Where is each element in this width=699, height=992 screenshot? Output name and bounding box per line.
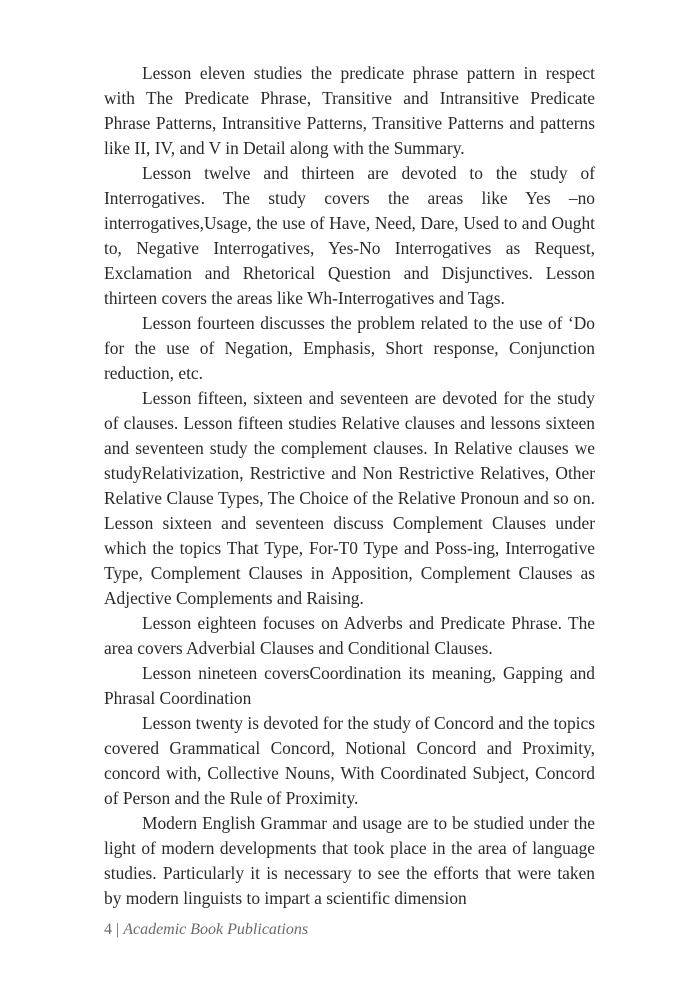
publisher-name: Academic Book Publications <box>123 921 309 938</box>
paragraph-lesson-fifteen-to-seventeen: Lesson fifteen, sixteen and seventeen are devoted for the study of clauses. Lesson fifteen studies Relative clauses and lessons sixteen and seventeen study the complement clauses. In Relative clauses we studyRelativization, Restrictive and Non Restrictive Relatives, Other Relative Clause Types, The Choice of the Relative Pronoun and so on. Lesson sixteen and seventeen discuss Complement Clauses under which the topics That Type, For-T0 Type and Poss-ing, Interrogative Type, Complement Clauses in Apposition, Complement Clauses as Adjective Complements and Raising. <box>104 388 595 608</box>
paragraph-lesson-nineteen: Lesson nineteen coversCoordination its meaning, Gapping and Phrasal Coordination <box>104 663 595 708</box>
page-body <box>104 61 595 911</box>
paragraph-lesson-twelve-thirteen: Lesson twelve and thirteen are devoted to the study of Interrogatives. The study covers the areas like Yes –no interrogatives,Usage, the use of Have, Need, Dare, Used to and Ought to, Negative Interrogatives, Yes-No Interrogatives as Request, Exclamation and Rhetorical Question and Disjunctives. Lesson thirteen covers the areas like Wh-Interrogatives and Tags. <box>104 163 595 308</box>
paragraph-modern-english: Modern English Grammar and usage are to be studied under the light of modern developments that took place in the area of language studies. Particularly it is necessary to see the efforts that were taken by modern linguists to impart a scientific dimension <box>104 813 595 908</box>
paragraph-lesson-eleven: Lesson eleven studies the predicate phrase pattern in respect with The Predicate Phrase, Transitive and Intransitive Predicate Phrase Patterns, Intransitive Patterns, Transitive Patterns and patterns like II, IV, and V in Detail along with the Summary. <box>104 63 595 158</box>
footer-separator: | <box>116 921 120 938</box>
page-footer <box>104 919 308 941</box>
paragraph-lesson-fourteen: Lesson fourteen discusses the problem related to the use of ‘Do for the use of Negation, Emphasis, Short response, Conjunction reduction, etc. <box>104 313 595 383</box>
page-number: 4 <box>104 921 112 938</box>
paragraph-lesson-eighteen: Lesson eighteen focuses on Adverbs and Predicate Phrase. The area covers Adverbial Clauses and Conditional Clauses. <box>104 613 595 658</box>
paragraph-lesson-twenty: Lesson twenty is devoted for the study of Concord and the topics covered Grammatical Concord, Notional Concord and Proximity, concord with, Collective Nouns, With Coordinated Subject, Concord of Person and the Rule of Proximity. <box>104 713 595 808</box>
